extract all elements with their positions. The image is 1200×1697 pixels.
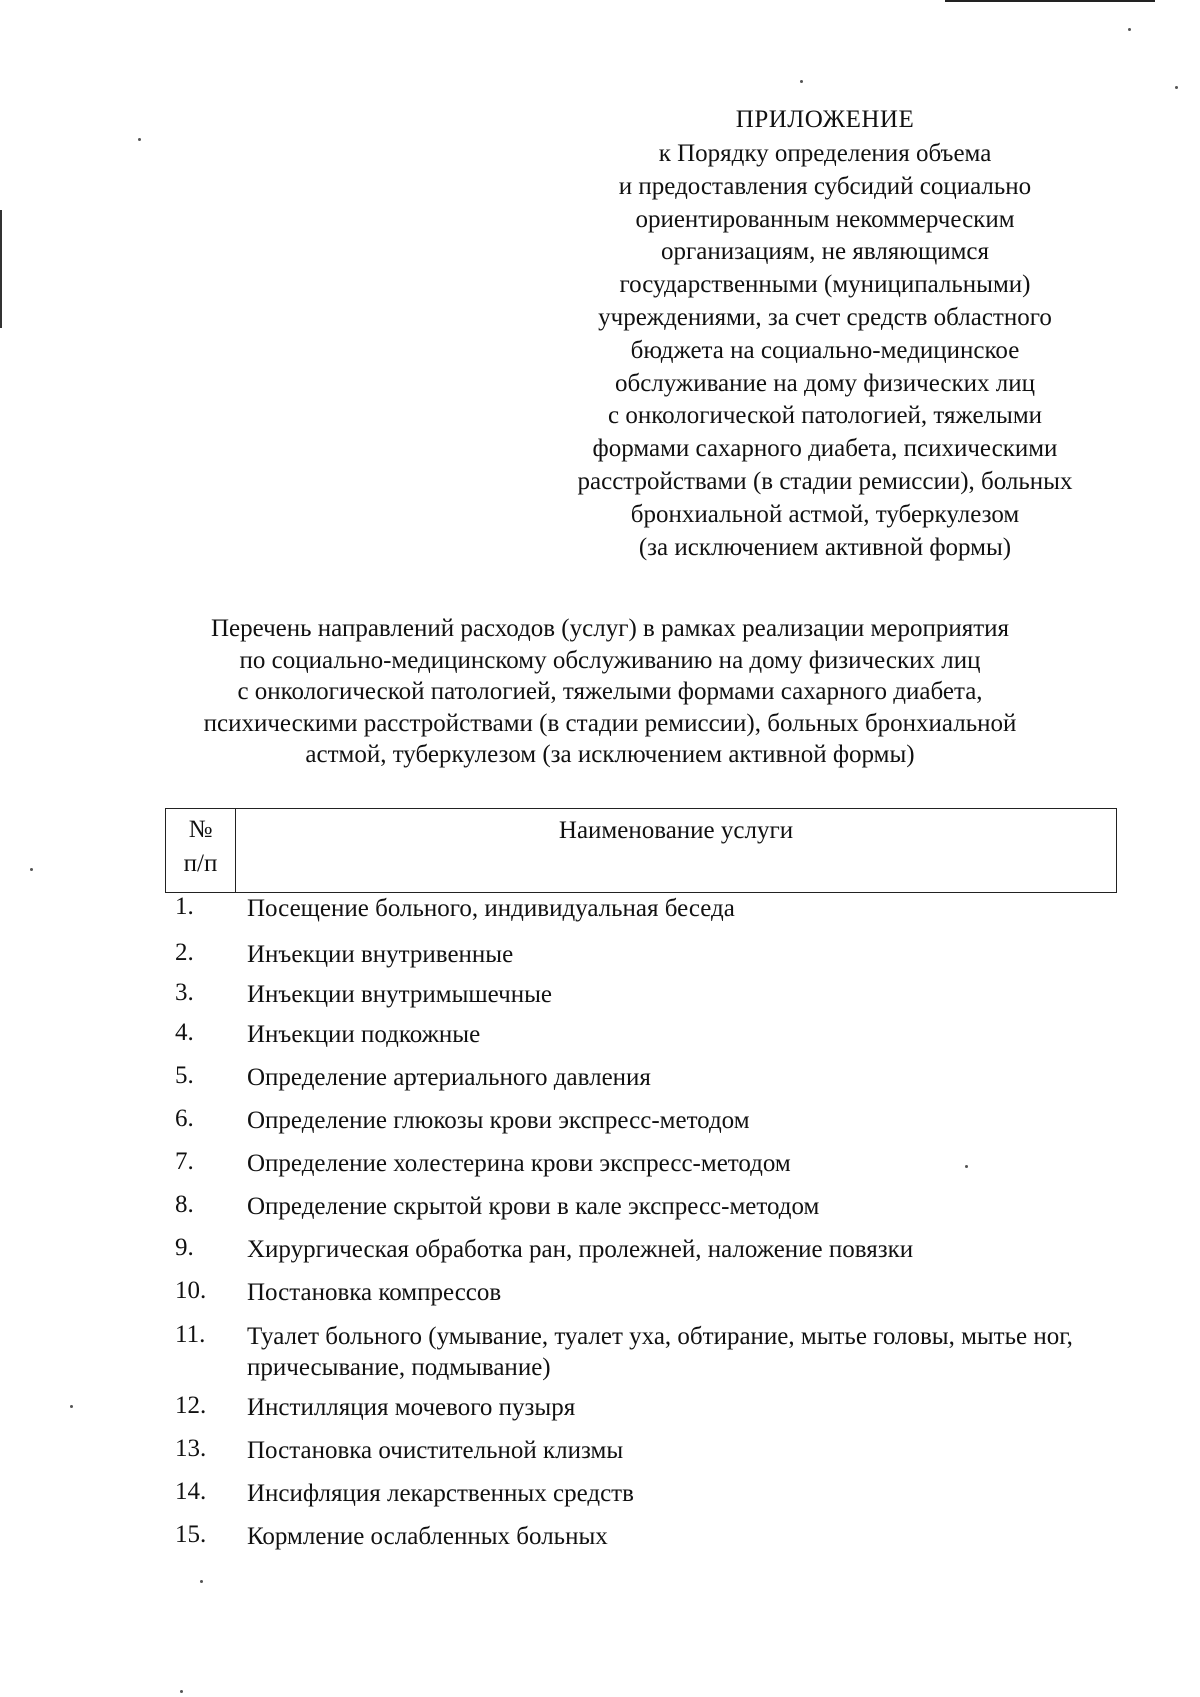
service-name: Инсифляция лекарственных средств: [247, 1480, 634, 1507]
scan-speck: [200, 1580, 203, 1583]
annex-line: с онкологической патологией, тяжелыми: [607, 402, 1043, 430]
annex-line: (за исключением активной формы): [638, 533, 1012, 561]
annex-line: бронхиальной астмой, туберкулезом: [630, 500, 1020, 528]
annex-line: бюджета на социально-медицинское: [630, 336, 1020, 364]
document-title-line: по социально-медицинскому обслуживанию на дому физических лиц: [239, 646, 981, 674]
service-name: Определение артериального давления: [247, 1064, 651, 1091]
document-title-line: психическими расстройствами (в стадии ремиссии), больных бронхиальной: [203, 709, 1017, 737]
document-title-line: с онкологической патологией, тяжелыми формами сахарного диабета,: [237, 678, 983, 705]
document-title-line: астмой, туберкулезом (за исключением активной формы): [305, 741, 915, 768]
service-name: Определение холестерина крови экспресс-методом: [247, 1150, 791, 1177]
annex-line: организациям, не являющимся: [660, 238, 990, 266]
header-number-label: №: [188, 816, 213, 843]
annex-line: к Порядку определения объема: [658, 140, 992, 167]
service-number: 6.: [175, 1105, 194, 1132]
service-name: Постановка компрессов: [247, 1279, 502, 1306]
scan-speck: [800, 80, 803, 83]
service-name: Инъекции подкожные: [247, 1021, 481, 1048]
annex-line: формами сахарного диабета, психическими: [592, 435, 1058, 463]
scan-speck: [70, 1405, 73, 1408]
scan-speck: [138, 138, 141, 141]
services-table-header: [165, 808, 1117, 893]
service-name: Туалет больного (умывание, туалет уха, обтирание, мытье головы, мытье ног, причесывание, подмывание): [247, 1323, 1073, 1381]
annex-block: [520, 102, 1130, 564]
service-number: 10.: [175, 1277, 207, 1304]
scan-speck: [1175, 86, 1178, 89]
scan-speck: [30, 868, 33, 871]
annex-line: обслуживание на дому физических лиц: [614, 369, 1036, 397]
service-name: Постановка очистительной клизмы: [247, 1437, 624, 1464]
scan-speck: [180, 1690, 183, 1693]
service-name: Определение скрытой крови в кале экспресс-методом: [247, 1193, 820, 1220]
annex-line: и предоставления субсидий социально: [618, 172, 1032, 200]
service-name: Кормление ослабленных больных: [247, 1523, 608, 1550]
service-number: 5.: [175, 1062, 194, 1089]
annex-line: ориентированным некоммерческим: [635, 205, 1015, 233]
service-number: 11.: [175, 1321, 206, 1348]
service-number: 7.: [175, 1148, 194, 1175]
service-number: 4.: [175, 1019, 194, 1046]
service-number: 8.: [175, 1191, 194, 1218]
service-number: 12.: [175, 1392, 207, 1419]
header-number-sublabel: п/п: [183, 850, 218, 877]
scan-edge-mark: [0, 210, 2, 328]
service-number: 14.: [175, 1478, 207, 1505]
annex-line: учреждениями, за счет средств областного: [598, 303, 1052, 331]
annex-line: расстройствами (в стадии ремиссии), больных: [577, 467, 1073, 495]
service-name: Инъекции внутримышечные: [247, 981, 552, 1008]
service-number: 9.: [175, 1234, 194, 1261]
annex-title: ПРИЛОЖЕНИЕ: [735, 106, 915, 133]
service-name: Определение глюкозы крови экспресс-методом: [247, 1107, 750, 1134]
service-number: 3.: [175, 979, 194, 1006]
document-title: [100, 613, 1120, 771]
service-name: Хирургическая обработка ран, пролежней, наложение повязки: [247, 1236, 914, 1263]
service-name: Инстилляция мочевого пузыря: [247, 1394, 576, 1421]
document-title-line: Перечень направлений расходов (услуг) в рамках реализации мероприятия: [210, 615, 1010, 642]
service-number: 2.: [175, 939, 194, 966]
annex-line: государственными (муниципальными): [619, 271, 1031, 299]
header-number-cell: [166, 809, 236, 892]
header-name-cell: Наименование услуги: [558, 817, 794, 844]
service-name: Посещение больного, индивидуальная беседа: [247, 895, 735, 922]
scan-speck: [1128, 28, 1131, 31]
service-number: 13.: [175, 1435, 207, 1462]
service-name: Инъекции внутривенные: [247, 941, 514, 968]
service-number: 15.: [175, 1521, 207, 1548]
scan-edge-line: [945, 0, 1155, 2]
service-number: 1.: [175, 893, 194, 920]
